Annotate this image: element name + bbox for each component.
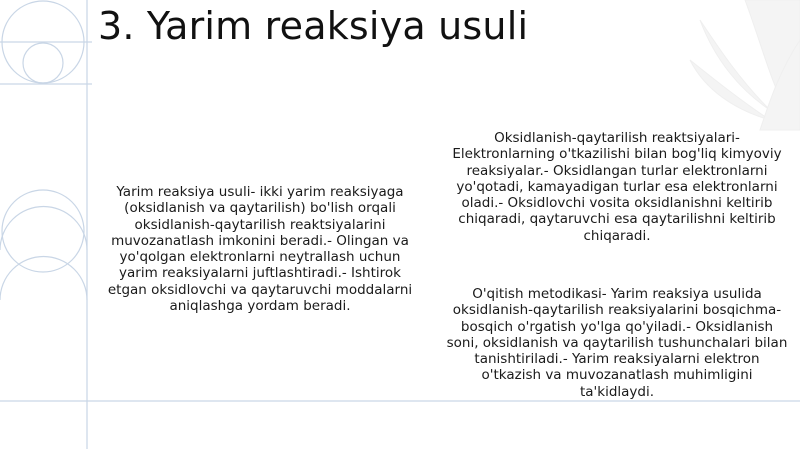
leaf-graphic [690,0,800,130]
left-text-block: Yarim reaksiya usuli- ikki yarim reaksiyaga (oksidlanish va qaytarilish) bo'lish orqali oksidlanish-qaytarilish reaktsiyalarini muvozanatlash imkonini beradi.- Olingan va yo'qolgan elektronlarni neytrallash uchun yarim reaksiyalarni juftlashtiradi.- Ishtirok etgan oksidlovchi va qaytaruvchi moddalarni aniqlashga yordam beradi. [107,184,413,315]
slide-title: 3. Yarim reaksiya usuli [98,4,529,48]
right-bottom-text-block: O'qitish metodikasi- Yarim reaksiya usulida oksidlanish-qaytarilish reaksiyalarini bosqichma-bosqich o'rgatish yo'lga qo'yiladi.- Oksidlanish soni, oksidlanish va qaytarilish tushunchalari bilan tanishtiriladi.- Yarim reaksiyalarni elektron o'tkazish va muvozanatlash muhimligini ta'kidlaydi. [446,286,788,400]
right-top-text-block: Oksidlanish-qaytarilish reaktsiyalari- Elektronlarning o'tkazilishi bilan bog'liq kimyoviy reaksiyalar.- Oksidlangan turlar elektronlarni yo'qotadi, kamayadigan turlar esa elektronlarni oladi.- Oksidlovchi vosita oksidlanishni keltirib chiqaradi, qaytaruvchi esa qaytarilishni keltirib chiqaradi. [452,130,782,244]
